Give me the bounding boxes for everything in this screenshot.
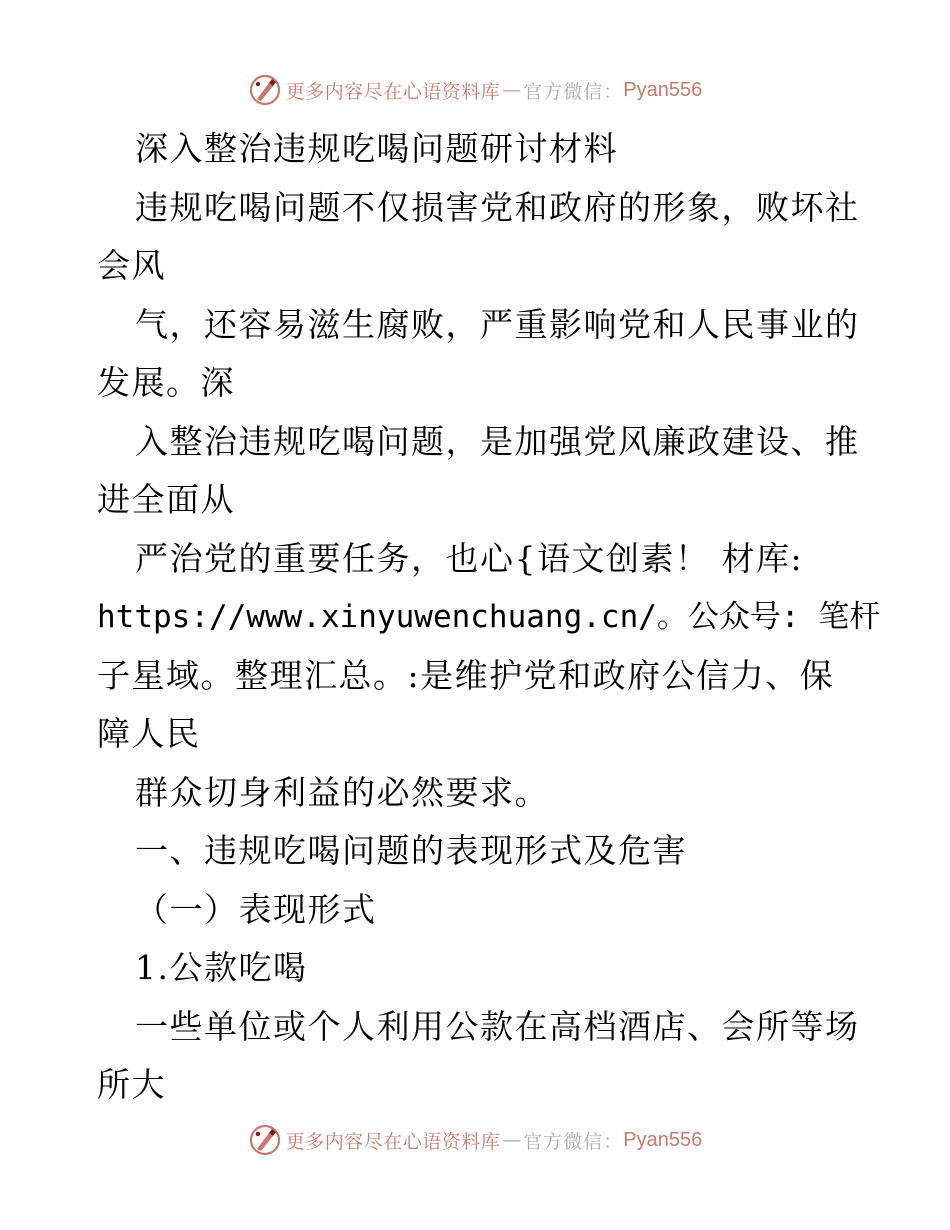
- paragraph-line: 入整治违规吃喝问题，是加强党风廉政建设、推: [135, 421, 860, 461]
- section-heading: 一、违规吃喝问题的表现形式及危害: [135, 831, 687, 870]
- watermark-wechat-label: 官方微信：: [523, 1130, 624, 1153]
- watermark-dash: —: [502, 79, 522, 101]
- paragraph-line: 发展。深: [97, 363, 235, 402]
- paragraph-line: 障人民: [97, 714, 201, 753]
- footer-watermark: [0, 1120, 950, 1160]
- paragraph-line: 气，还容易滋生腐败，严重影响党和人民事业的: [135, 304, 860, 344]
- watermark-text: 更多内容尽在心语资料库: [285, 80, 501, 103]
- document-title: 深入整治违规吃喝问题研讨材料: [135, 129, 618, 168]
- paragraph-line: 进全面从: [97, 480, 235, 519]
- paragraph-line: 严治党的重要任务，也心{语文创素！ 材库:: [135, 538, 804, 578]
- watermark-dash: —: [502, 1129, 522, 1151]
- watermark-wechat-id: Pyan556: [623, 1128, 703, 1151]
- item-heading: 1.公款吃喝: [135, 948, 308, 987]
- paragraph-line: 违规吃喝问题不仅损害党和政府的形象，败坏社: [135, 187, 860, 227]
- subsection-heading: （一）表现形式: [135, 889, 377, 929]
- paragraph-line: 群众切身利益的必然要求。: [135, 772, 549, 812]
- pen-logo-icon: [248, 73, 282, 107]
- header-watermark: [0, 70, 950, 110]
- paragraph-line: 会风: [97, 246, 166, 285]
- paragraph-line: 子星域。整理汇总。:是维护党和政府公信力、保: [97, 655, 835, 695]
- watermark-wechat-label: 官方微信：: [523, 80, 624, 103]
- watermark-wechat-id: Pyan556: [623, 78, 703, 101]
- url-line: https://www.xinyuwenchuang.cn/。公众号: 笔杆: [97, 599, 881, 635]
- document-body: [97, 120, 881, 1115]
- paragraph-line: 一些单位或个人利用公款在高档酒店、会所等场: [135, 1006, 860, 1046]
- pen-logo-icon: [248, 1123, 282, 1157]
- watermark-text: 更多内容尽在心语资料库: [285, 1130, 501, 1153]
- paragraph-line: 所大: [97, 1065, 166, 1104]
